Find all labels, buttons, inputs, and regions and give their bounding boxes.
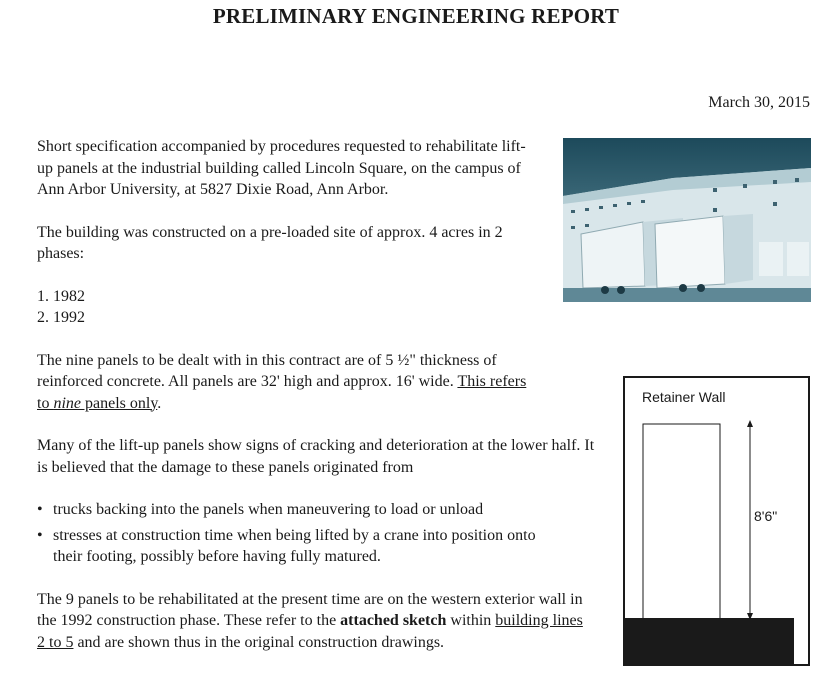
damage-paragraph: Many of the lift-up panels show signs of cracking and deterioration at the lower half. It is believed that the damage to these panels originated from	[37, 437, 595, 476]
panels-underlined-a: This refers to	[37, 373, 527, 412]
panels-paragraph	[37, 350, 537, 415]
panels-text: The nine panels to be dealt with in this contract are of 5 ½" thickness of reinforced concrete. All panels are 32' high and approx. 16' wide.	[37, 351, 497, 390]
list-item: • trucks backing into the panels when maneuvering to load or unload	[37, 499, 537, 521]
retainer-wall-sketch	[623, 376, 810, 666]
site-paragraph: The building was constructed on a pre-loaded site of approx. 4 acres in 2 phases:	[37, 223, 503, 262]
list-item: • stresses at construction time when being lifted by a crane into position onto their footing, possibly before having fully matured.	[37, 525, 537, 568]
building-photo	[563, 138, 811, 302]
panel-outline	[643, 424, 720, 620]
panels-underlined-b: panels only	[81, 394, 158, 412]
phase-list	[37, 286, 607, 329]
final-paragraph	[37, 589, 585, 654]
report-body	[37, 136, 607, 653]
panels-end: .	[157, 394, 162, 412]
retainer-wall-label: Retainer Wall	[642, 389, 726, 405]
report-date: March 30, 2015	[708, 94, 810, 111]
cause-list	[37, 499, 537, 568]
footing-block	[624, 618, 794, 665]
list-item: 2. 1992	[37, 309, 85, 326]
final-text-c: and are shown thus in the original construction drawings.	[73, 633, 445, 651]
panels-emphasis: nine	[53, 394, 81, 412]
attached-sketch-reference: attached sketch	[340, 612, 447, 629]
report-title: PRELIMINARY ENGINEERING REPORT	[212, 4, 620, 28]
dimension-label: 8'6"	[754, 508, 778, 524]
list-item: 1. 1982	[37, 287, 85, 305]
building-lines-reference: building lines 2 to 5	[37, 612, 583, 651]
final-text-a: The 9 panels to be rehabilitated at the present time are on the western exterior wall in the 1992 construction phase. These refer to the	[37, 590, 583, 629]
intro-paragraph: Short specification accompanied by procedures requested to rehabilitate lift-up panels at the industrial building called Lincoln Square, on the campus of Ann Arbor University, at 5827 Dixie Road, Ann Arbor.	[37, 138, 526, 198]
final-text-b: within	[446, 612, 496, 629]
